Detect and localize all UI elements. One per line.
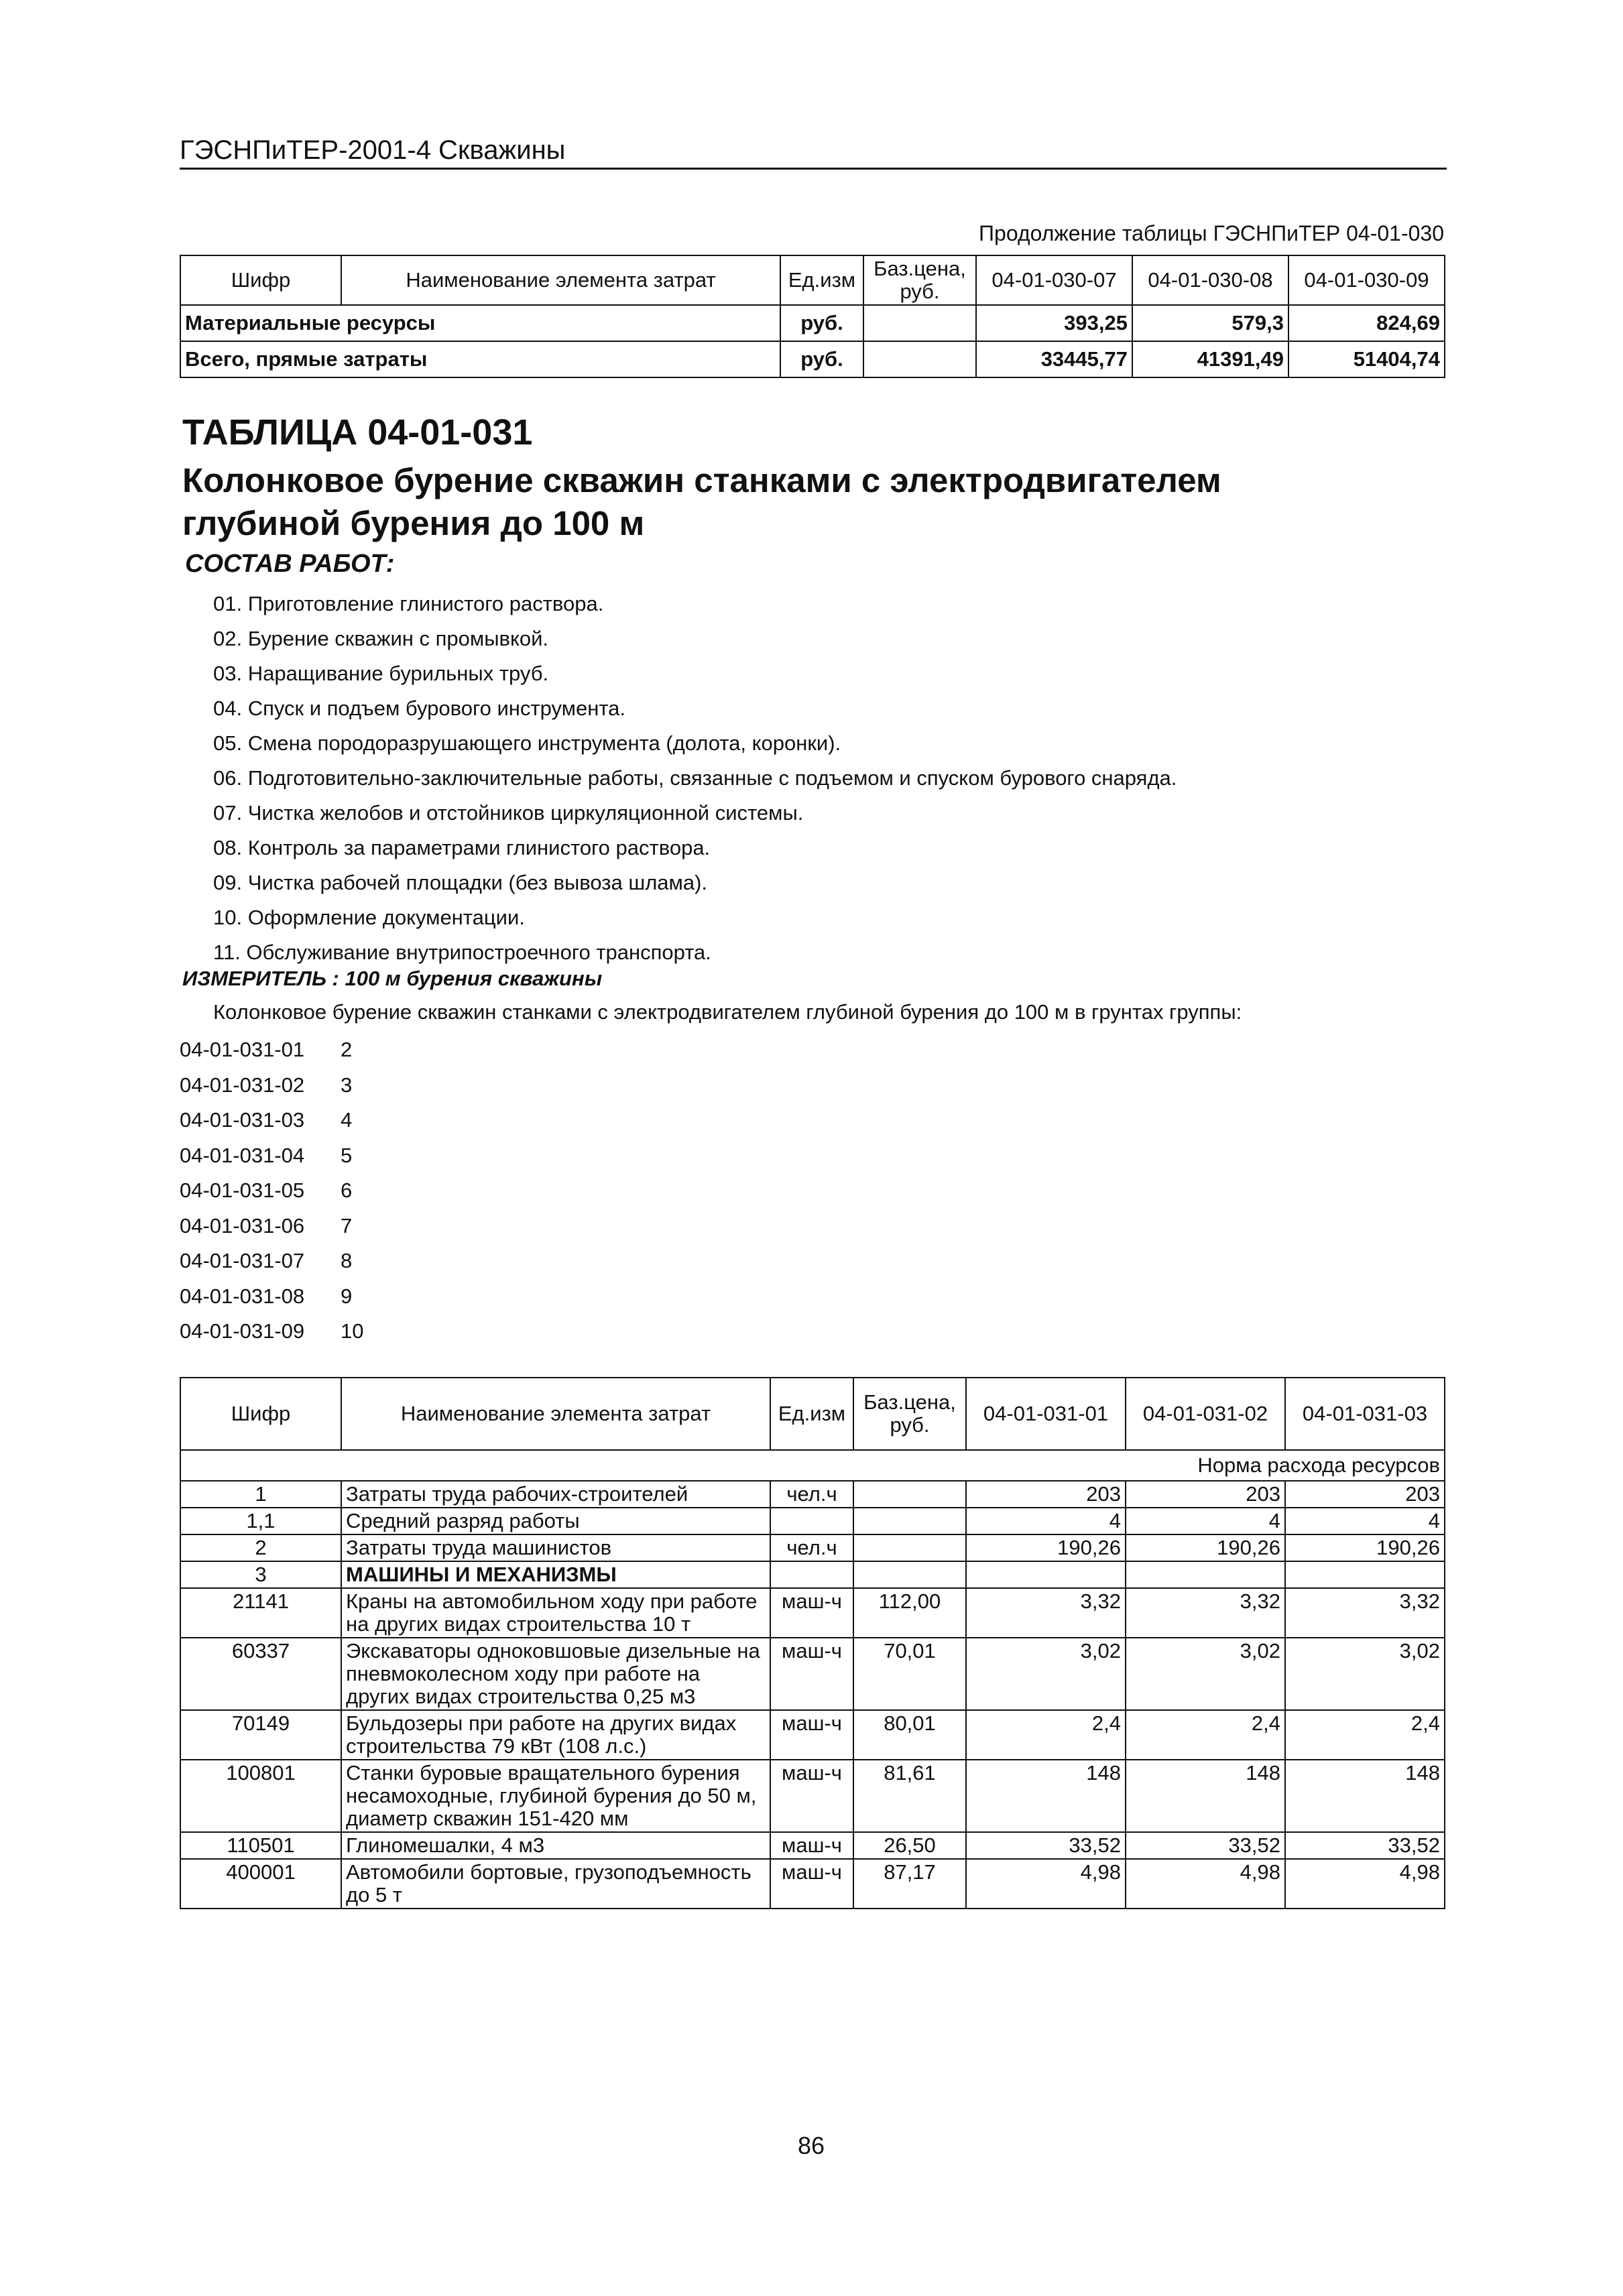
resource-table [180, 1377, 1445, 1909]
table-row [180, 1561, 1445, 1588]
list-item: 11. Обслуживание внутрипостроечного транспорта. [213, 941, 711, 964]
soil-group: 9 [341, 1284, 353, 1308]
soil-group: 6 [341, 1179, 353, 1202]
code: 04-01-031-07 [180, 1249, 305, 1272]
table-row [180, 1508, 1445, 1534]
value-cell: 41391,49 [1132, 341, 1288, 377]
unit-cell: руб. [780, 341, 863, 377]
name-cell: Станки буровые вращательного бурения несамоходные, глубиной бурения до 50 м, диаметр скважин 151-420 мм [341, 1760, 770, 1832]
value-cell: 2,4 [1285, 1710, 1445, 1760]
value-cell: 3,02 [1126, 1638, 1285, 1710]
row-label: Материальные ресурсы [180, 305, 780, 341]
code: 04-01-031-02 [180, 1073, 305, 1097]
list-item: 05. Смена породоразрушающего инструмента (долота, коронки). [213, 731, 841, 755]
list-item [180, 1279, 363, 1315]
unit-cell: чел.ч [770, 1534, 853, 1561]
column-header: Наименование элемента затрат [341, 1378, 770, 1450]
price-cell: 80,01 [853, 1710, 966, 1760]
code-cell: 70149 [180, 1710, 341, 1760]
name-cell: Экскаваторы одноковшовые дизельные на пневмоколесном ходу при работе на других видах строительства 0,25 м3 [341, 1638, 770, 1710]
intro-text: Колонковое бурение скважин станками с электродвигателем глубиной бурения до 100 м в грунтах группы: [213, 1000, 1242, 1024]
works-heading: СОСТАВ РАБОТ: [185, 550, 395, 578]
price-cell: 87,17 [853, 1859, 966, 1909]
soil-group: 7 [341, 1213, 353, 1237]
value-cell: 33445,77 [976, 341, 1132, 377]
unit-cell: чел.ч [770, 1481, 853, 1508]
value-cell: 203 [1285, 1481, 1445, 1508]
price-cell [863, 341, 976, 377]
list-item: 10. Оформление документации. [213, 906, 525, 929]
list-item [180, 1032, 363, 1068]
code: 04-01-031-03 [180, 1108, 305, 1132]
value-cell: 4,98 [966, 1859, 1126, 1909]
table-row [180, 1534, 1445, 1561]
column-header: Шифр [180, 1378, 341, 1450]
table-row [180, 1710, 1445, 1760]
soil-group: 5 [341, 1143, 353, 1167]
value-cell: 2,4 [1126, 1710, 1285, 1760]
value-cell: 3,32 [1285, 1588, 1445, 1638]
code-cell: 110501 [180, 1832, 341, 1859]
value-cell: 190,26 [966, 1534, 1126, 1561]
column-header: 04-01-031-03 [1285, 1378, 1445, 1450]
soil-group: 8 [341, 1249, 353, 1272]
continuation-table [180, 255, 1445, 378]
list-item: 07. Чистка желобов и отстойников циркуляционной системы. [213, 801, 804, 825]
value-cell: 3,32 [966, 1588, 1126, 1638]
norm-row [180, 1450, 1445, 1481]
value-cell [966, 1561, 1126, 1588]
page-header: ГЭСНПиТЕР-2001-4 Скважины [180, 134, 1447, 170]
soil-group: 10 [341, 1319, 364, 1343]
value-cell: 4,98 [1126, 1859, 1285, 1909]
list-item: 02. Бурение скважин с промывкой. [213, 627, 549, 650]
value-cell: 190,26 [1126, 1534, 1285, 1561]
value-cell: 4,98 [1285, 1859, 1445, 1909]
name-cell: Затраты труда машинистов [341, 1534, 770, 1561]
code-cell: 1,1 [180, 1508, 341, 1534]
code: 04-01-031-05 [180, 1179, 305, 1202]
table-title: ТАБЛИЦА 04-01-031 [182, 412, 533, 452]
price-cell [853, 1508, 966, 1534]
list-item: 09. Чистка рабочей площадки (без вывоза шлама). [213, 871, 708, 894]
resource-table-body [180, 1481, 1445, 1909]
value-cell: 190,26 [1285, 1534, 1445, 1561]
code: 04-01-031-01 [180, 1038, 305, 1061]
column-header: Баз.цена, руб. [863, 255, 976, 305]
unit-cell: маш-ч [770, 1760, 853, 1832]
price-cell [863, 305, 976, 341]
name-cell: Глиномешалки, 4 м3 [341, 1832, 770, 1859]
table-row [180, 1638, 1445, 1710]
table-row [180, 305, 1445, 341]
name-cell: Бульдозеры при работе на других видах строительства 79 кВт (108 л.с.) [341, 1710, 770, 1760]
price-cell [853, 1534, 966, 1561]
name-cell: Краны на автомобильном ходу при работе на других видах строительства 10 т [341, 1588, 770, 1638]
table-subtitle: Колонковое бурение скважин станками с электродвигателем глубиной бурения до 100 м [182, 461, 1221, 542]
list-item [180, 1103, 363, 1138]
table-row [180, 341, 1445, 377]
column-header: Баз.цена, руб. [853, 1378, 966, 1450]
table-row [180, 1832, 1445, 1859]
value-cell: 148 [1126, 1760, 1285, 1832]
value-cell: 579,3 [1132, 305, 1288, 341]
soil-group: 4 [341, 1108, 353, 1132]
table-row [180, 1588, 1445, 1638]
soil-group: 2 [341, 1038, 353, 1061]
price-cell [853, 1561, 966, 1588]
unit-cell [770, 1561, 853, 1588]
price-cell: 81,61 [853, 1760, 966, 1832]
code: 04-01-031-04 [180, 1143, 305, 1167]
value-cell: 33,52 [966, 1832, 1126, 1859]
page-number: 86 [797, 2132, 825, 2159]
unit-cell: маш-ч [770, 1588, 853, 1638]
value-cell [1126, 1561, 1285, 1588]
value-cell: 148 [966, 1760, 1126, 1832]
value-cell: 3,02 [1285, 1638, 1445, 1710]
list-item [180, 1173, 363, 1209]
name-cell: МАШИНЫ И МЕХАНИЗМЫ [341, 1561, 770, 1588]
row-label: Всего, прямые затраты [180, 341, 780, 377]
list-item: 03. Наращивание бурильных труб. [213, 662, 549, 685]
value-cell: 4 [1126, 1508, 1285, 1534]
unit-cell: маш-ч [770, 1832, 853, 1859]
code-list [180, 1032, 363, 1349]
table-row [180, 1481, 1445, 1508]
continuation-caption: Продолжение таблицы ГЭСНПиТЕР 04-01-030 [979, 221, 1444, 245]
list-item: 01. Приготовление глинистого раствора. [213, 592, 604, 615]
value-cell: 393,25 [976, 305, 1132, 341]
value-cell: 3,02 [966, 1638, 1126, 1710]
list-item: 04. Спуск и подъем бурового инструмента. [213, 697, 626, 720]
value-cell: 4 [1285, 1508, 1445, 1534]
code-cell: 2 [180, 1534, 341, 1561]
value-cell: 203 [1126, 1481, 1285, 1508]
column-header: Наименование элемента затрат [341, 255, 780, 305]
code-cell: 3 [180, 1561, 341, 1588]
unit-cell [770, 1508, 853, 1534]
column-header: Ед.изм [770, 1378, 853, 1450]
code-cell: 400001 [180, 1859, 341, 1909]
list-item [180, 1314, 363, 1349]
column-header: Ед.изм [780, 255, 863, 305]
table-header-row [180, 1378, 1445, 1450]
list-item [180, 1209, 363, 1244]
name-cell: Средний разряд работы [341, 1508, 770, 1534]
measure-unit: ИЗМЕРИТЕЛЬ : 100 м бурения скважины [182, 967, 603, 990]
column-header: 04-01-031-01 [966, 1378, 1126, 1450]
code: 04-01-031-08 [180, 1284, 305, 1308]
value-cell: 203 [966, 1481, 1126, 1508]
code-cell: 1 [180, 1481, 341, 1508]
unit-cell: маш-ч [770, 1859, 853, 1909]
price-cell: 112,00 [853, 1588, 966, 1638]
column-header: 04-01-030-09 [1288, 255, 1445, 305]
unit-cell: маш-ч [770, 1710, 853, 1760]
value-cell: 148 [1285, 1760, 1445, 1832]
list-item [180, 1138, 363, 1174]
unit-cell: маш-ч [770, 1638, 853, 1710]
name-cell: Автомобили бортовые, грузоподъемность до 5 т [341, 1859, 770, 1909]
works-list [213, 587, 1177, 970]
code: 04-01-031-06 [180, 1213, 305, 1237]
table-header-row [180, 255, 1445, 305]
code-cell: 60337 [180, 1638, 341, 1710]
column-header: 04-01-031-02 [1126, 1378, 1285, 1450]
unit-cell: руб. [780, 305, 863, 341]
soil-group: 3 [341, 1073, 353, 1097]
value-cell: 33,52 [1126, 1832, 1285, 1859]
value-cell: 824,69 [1288, 305, 1445, 341]
code: 04-01-031-09 [180, 1319, 305, 1343]
table-row [180, 1859, 1445, 1909]
norm-label: Норма расхода ресурсов [180, 1450, 1445, 1481]
list-item: 08. Контроль за параметрами глинистого раствора. [213, 836, 711, 859]
code-cell: 100801 [180, 1760, 341, 1832]
value-cell: 2,4 [966, 1710, 1126, 1760]
price-cell [853, 1481, 966, 1508]
list-item [180, 1068, 363, 1103]
value-cell: 33,52 [1285, 1832, 1445, 1859]
column-header: Шифр [180, 255, 341, 305]
name-cell: Затраты труда рабочих-строителей [341, 1481, 770, 1508]
table-row [180, 1760, 1445, 1832]
value-cell: 4 [966, 1508, 1126, 1534]
value-cell [1285, 1561, 1445, 1588]
price-cell: 70,01 [853, 1638, 966, 1710]
column-header: 04-01-030-08 [1132, 255, 1288, 305]
list-item: 06. Подготовительно-заключительные работы, связанные с подъемом и спуском бурового снаряда. [213, 766, 1177, 790]
price-cell: 26,50 [853, 1832, 966, 1859]
column-header: 04-01-030-07 [976, 255, 1132, 305]
code-cell: 21141 [180, 1588, 341, 1638]
value-cell: 51404,74 [1288, 341, 1445, 377]
list-item [180, 1244, 363, 1279]
value-cell: 3,32 [1126, 1588, 1285, 1638]
